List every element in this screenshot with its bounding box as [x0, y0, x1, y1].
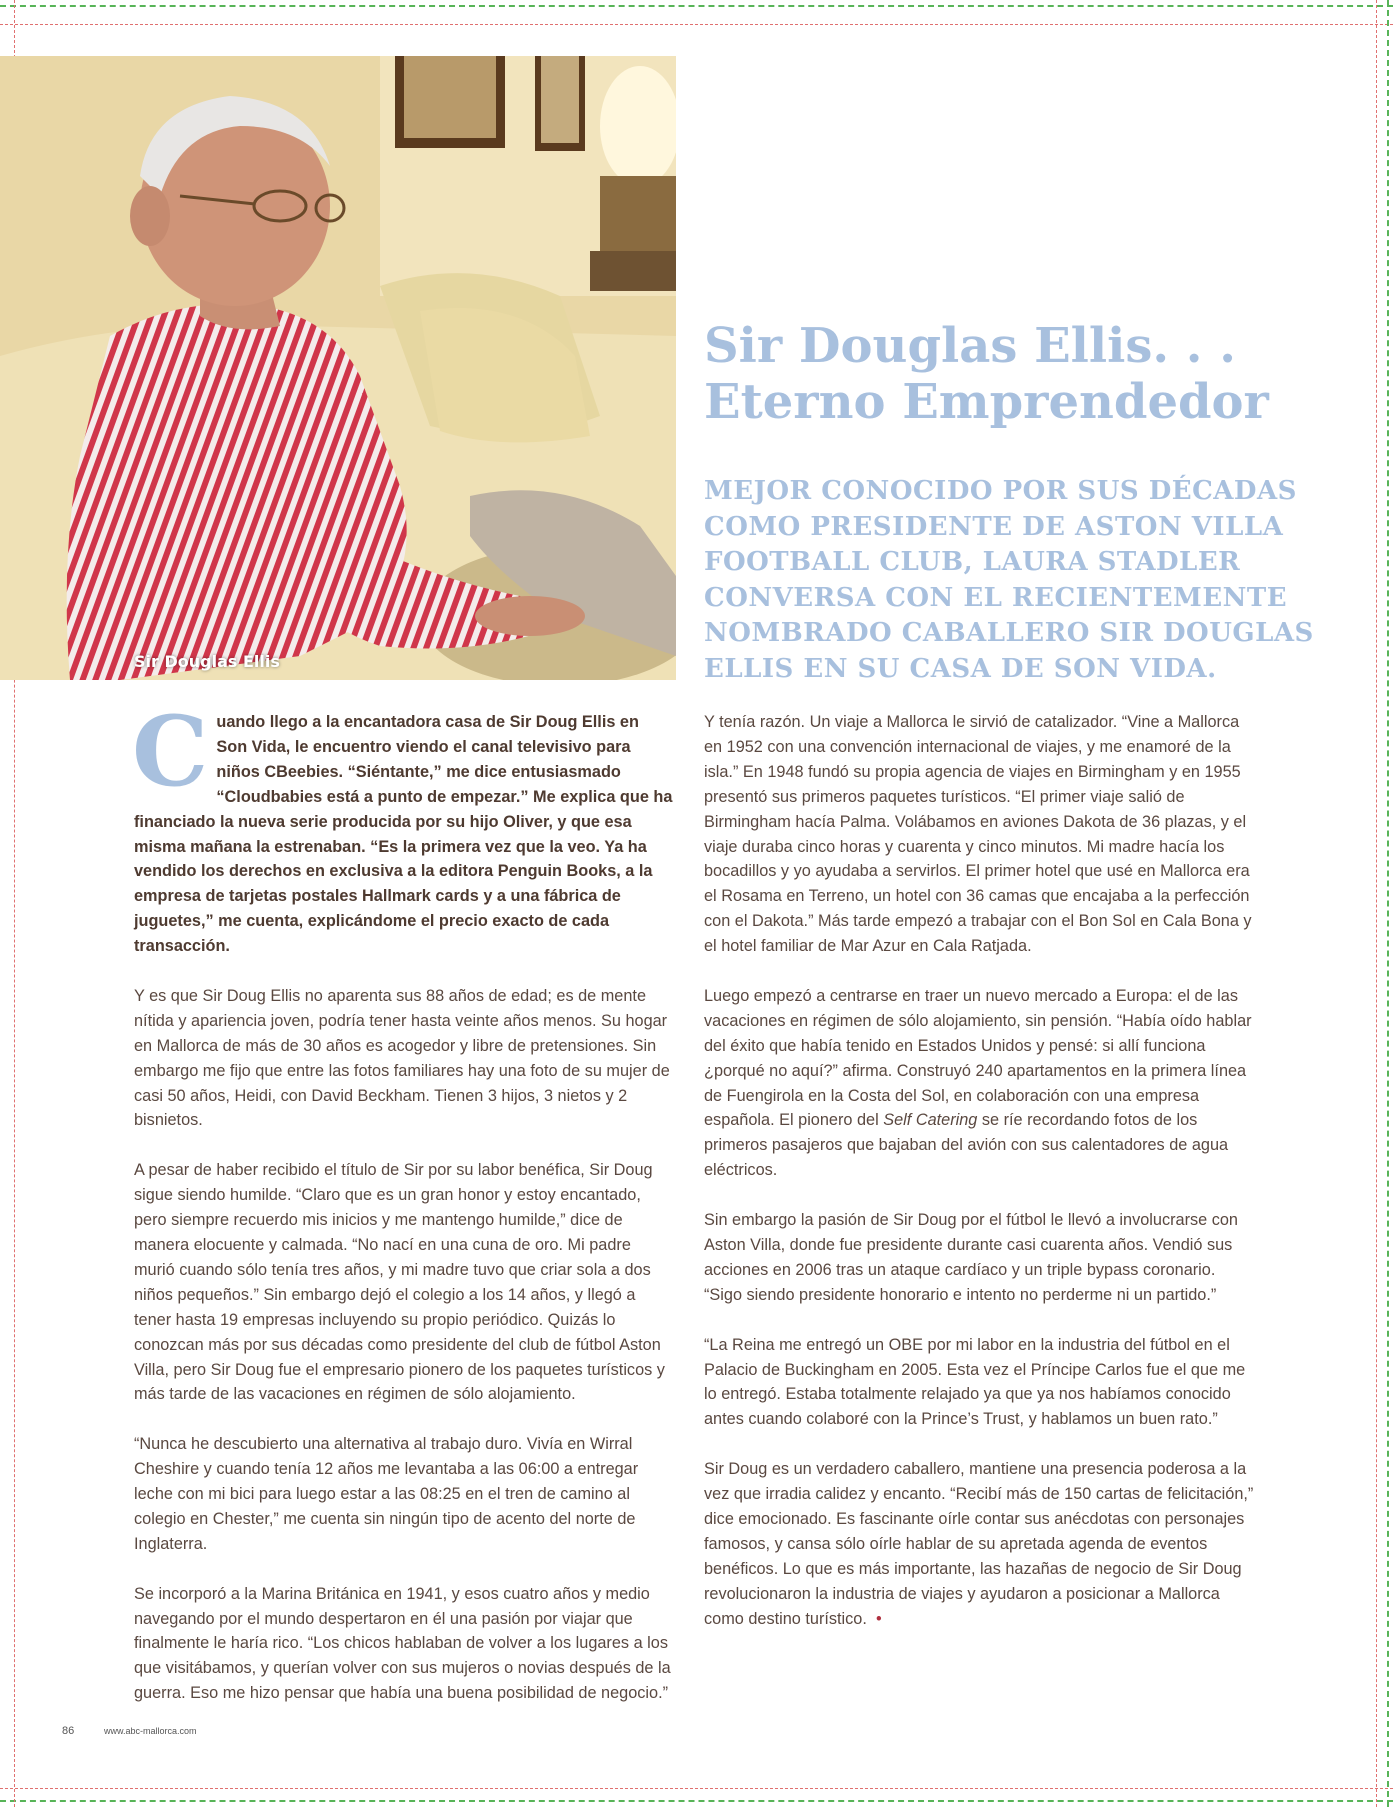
- photo-caption: Sir Douglas Ellis: [134, 652, 280, 671]
- body-paragraph: Y es que Sir Doug Ellis no aparenta sus 88 años de edad; es de mente nítida y apariencia joven, podría tener hasta veinte años menos. Su hogar en Mallorca de más de 30 años es acogedor y libre de pretensiones. Sin embargo me fijo que entre las fotos familiares hay una foto de su mujer de casi 50 años, Heidi, con David Beckham. Tienen 3 hijos, 3 nietos y 2 bisnietos.: [134, 986, 670, 1130]
- subtitle-line: MEJOR CONOCIDO POR SUS DÉCADAS: [704, 476, 1297, 506]
- subtitle-line: ELLIS EN SU CASA DE SON VIDA.: [704, 653, 1217, 684]
- crop-guide-bottom: [0, 1800, 1393, 1802]
- body-text: se ríe recordando fotos de los primeros pasajeros que bajaban del avión con sus calentadores de agua eléctricos.: [704, 1111, 1229, 1180]
- article-title-line: Eterno Emprendedor: [704, 374, 1269, 430]
- body-text: Luego empezó a centrarse en traer un nuevo mercado a Europa: el de las vacaciones en régimen de sólo alojamiento, sin pensión. “Había oído hablar del éxito que había tenido en Estados Unidos y pensé: si allí funciona ¿porqué no aquí?” afirma. Construyó 240 apartamentos en la primera línea de Fuengirola en la Costa del Sol, en colaboración con una empresa española. El pionero del: [704, 986, 1252, 1130]
- article-title: [704, 318, 1344, 430]
- footer-url[interactable]: www.abc-mallorca.com: [104, 1726, 197, 1736]
- subtitle-line: NOMBRADO CABALLERO SIR DOUGLAS: [704, 618, 1314, 648]
- body-paragraph: Se incorporó a la Marina Británica en 1941, y esos cuatro años y medio navegando por el mundo despertaron en él una pasión por viajar que finalmente le haría rico. “Los chicos hablaban de volver a los lugares a los que visitábamos, y querían volver con sus mujeros o novias después de la guerra. Eso me hizo pensar que había una buena posibilidad de negocio.”: [134, 1584, 671, 1703]
- bleed-guide-bottom: [0, 1788, 1393, 1789]
- crop-guide-top: [0, 5, 1393, 7]
- lead-paragraph: [132, 695, 674, 959]
- body-paragraph: Y tenía razón. Un viaje a Mallorca le sirvió de catalizador. “Vine a Mallorca en 1952 con una convención internacional de viajes, y me enamoré de la isla.” En 1948 fundó su propia agencia de viajes en Birmingham y en 1955 presentó sus primeros paquetes turísticos. “El primer viaje salió de Birmingham hacía Palma. Volábamos en aviones Dakota de 36 plazas, y el viaje duraba cinco horas y cuarenta y cinco minutos. Mi madre hacía los bocadillos y yo ayudaba a servirlos. El primer hotel que usé en Mallorca era el Rosama en Terreno, un hotel con 36 camas que encajaba a la perfección con el Dakota.” Más tarde empezó a trabajar con el Bon Sol en Cala Bona y el hotel familiar de Mar Azur en Cala Ratjada.: [704, 713, 1252, 956]
- article-title-line: Sir Douglas Ellis. . .: [704, 318, 1236, 374]
- body-paragraph: “La Reina me entregó un OBE por mi labor en la industria del fútbol en el Palacio de Buckingham en 2005. Esta vez el Príncipe Carlos fue el que me lo entregó. Estaba totalmente relajado ya que ya nos habíamos conocido antes cuando colaboré con la Prince’s Trust, y hablamos un buen rato.”: [704, 1335, 1246, 1429]
- portrait-illustration: [0, 56, 676, 680]
- body-paragraph: “Nunca he descubierto una alternativa al trabajo duro. Vivía en Wirral Cheshire y cuando tenía 12 años me levantaba a las 06:00 a entregar leche con mi bici para luego estar a las 08:25 en el tren de camino al colegio en Chester,” me cuenta sin ningún tipo de acento del norte de Inglaterra.: [134, 1435, 639, 1553]
- article-subtitle: [704, 474, 1364, 687]
- lead-text: uando llego a la encantadora casa de Sir Doug Ellis en Son Vida, le encuentro viendo el canal televisivo para niños CBeebies. “Siéntante,” me dice entusiasmado “Cloudbabies está a punto de empezar.” Me explica que ha financiado la nueva serie producida por su hijo Oliver, y que esa misma mañana la estrenaban. “Es la primera vez que la veo. Ya ha vendido los derechos en exclusiva a la editora Penguin Books, a la empresa de tarjetas postales Hallmark cards y a una fábrica de juguetes,” me cuenta, explicándome el precio exacto de cada transacción.: [134, 713, 673, 956]
- crop-guide-right: [1387, 0, 1389, 1807]
- page-number: 86: [62, 1725, 75, 1737]
- body-paragraph: Sin embargo la pasión de Sir Doug por el fútbol le llevó a involucrarse con Aston Villa, donde fue presidente durante casi cuarenta años. Vendió sus acciones en 2006 tras un ataque cardíaco y un triple bypass coronario. “Sigo siendo presidente honorario e intento no perderme ni un partido.”: [704, 1211, 1238, 1304]
- body-paragraph: [704, 1457, 1254, 1631]
- body-text: Sir Doug es un verdadero caballero, mantiene una presencia poderosa a la vez que irradia calidez y encanto. “Recibí más de 150 cartas de felicitación,” dice emocionado. Es fascinante oírle contar sus anécdotas con personajes famosos, y cansa sólo oírle hablar de su apretada agenda de eventos benéficos. Lo que es más importante, las hazañas de negocio de Sir Doug revolucionaron la industria de viajes y ayudaron a posicionar a Mallorca como destino turístico.: [704, 1460, 1254, 1628]
- bleed-guide-right: [1376, 0, 1377, 1807]
- emphasis-text: Self Catering: [883, 1111, 978, 1130]
- article-column-right: [704, 710, 1254, 1656]
- subtitle-line: FOOTBALL CLUB, LAURA STADLER: [704, 547, 1241, 577]
- body-paragraph: [704, 984, 1254, 1183]
- article-column-left: [132, 695, 674, 1731]
- body-paragraph: A pesar de haber recibido el título de Sir por su labor benéfica, Sir Doug sigue siendo humilde. “Claro que es un gran honor y estoy encantado, pero siempre recuerdo mis inicios y me mantengo humilde,” dice de manera elocuente y calmada. “No nací en una cuna de oro. Mi padre murió cuando sólo tenía tres años, y mi madre tuvo que criar sola a dos niños pequeños.” Sin embargo dejó el colegio a los 14 años, y llegó a tener hasta 19 empresas incluyendo su propio periódico. Quizás lo conozcan más por sus décadas como presidente del club de fútbol Aston Villa, pero Sir Doug fue el empresario pionero de los paquetes turísticos y más tarde de las vacaciones en régimen de sólo alojamiento.: [134, 1161, 665, 1404]
- drop-cap: C: [132, 695, 209, 808]
- end-mark: •: [875, 1609, 882, 1628]
- portrait-photo: [0, 56, 676, 680]
- subtitle-line: COMO PRESIDENTE DE ASTON VILLA: [704, 511, 1284, 542]
- bleed-guide-top: [0, 24, 1393, 25]
- subtitle-line: CONVERSA CON EL RECIENTEMENTE: [704, 582, 1288, 613]
